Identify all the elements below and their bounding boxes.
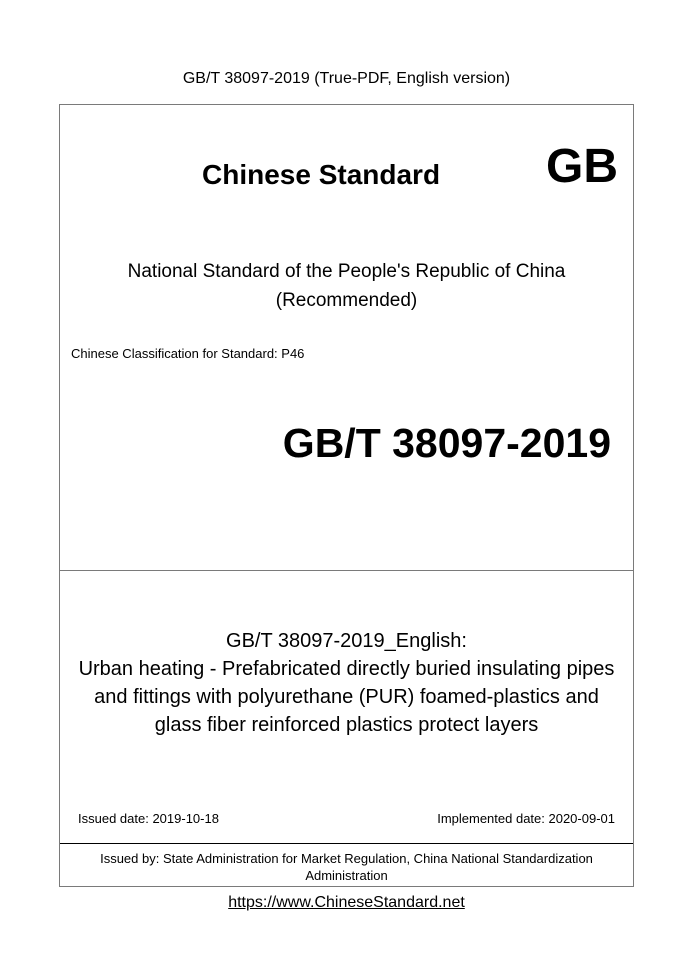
document-title-line-4: glass fiber reinforced plastics protect layers [154, 714, 539, 736]
issued-date: Issued date: 2019-10-18 [78, 811, 219, 826]
document-header: GB/T 38097-2019 (True-PDF, English version) [182, 70, 511, 87]
subtitle-line-2: (Recommended) [275, 290, 418, 311]
cover-bottom-section [60, 843, 633, 888]
cover-top-section [60, 105, 633, 571]
cover-frame [59, 104, 634, 887]
gb-mark: GB [546, 140, 618, 193]
issuer-line-1: Issued by: State Administration for Market Regulation, China National Standardization [100, 851, 593, 866]
cover-subtitle [60, 257, 633, 315]
cover-title: Chinese Standard [202, 159, 441, 190]
cover-middle-section [60, 571, 633, 843]
document-title-line-2: Urban heating - Prefabricated directly buried insulating pipes [78, 658, 615, 680]
subtitle-line-1: National Standard of the People's Republic of China [127, 261, 566, 282]
classification-text: Chinese Classification for Standard: P46 [71, 346, 305, 361]
issuer-text [60, 850, 633, 884]
implemented-date: Implemented date: 2020-09-01 [437, 811, 615, 826]
website-link[interactable]: https://www.ChineseStandard.net [228, 894, 465, 911]
document-title [60, 627, 633, 739]
document-title-line-3: and fittings with polyurethane (PUR) foamed-plastics and [94, 686, 599, 708]
issuer-line-2: Administration [305, 868, 388, 883]
standard-number: GB/T 38097-2019 [282, 420, 611, 466]
document-title-line-1: GB/T 38097-2019_English: [226, 630, 467, 652]
